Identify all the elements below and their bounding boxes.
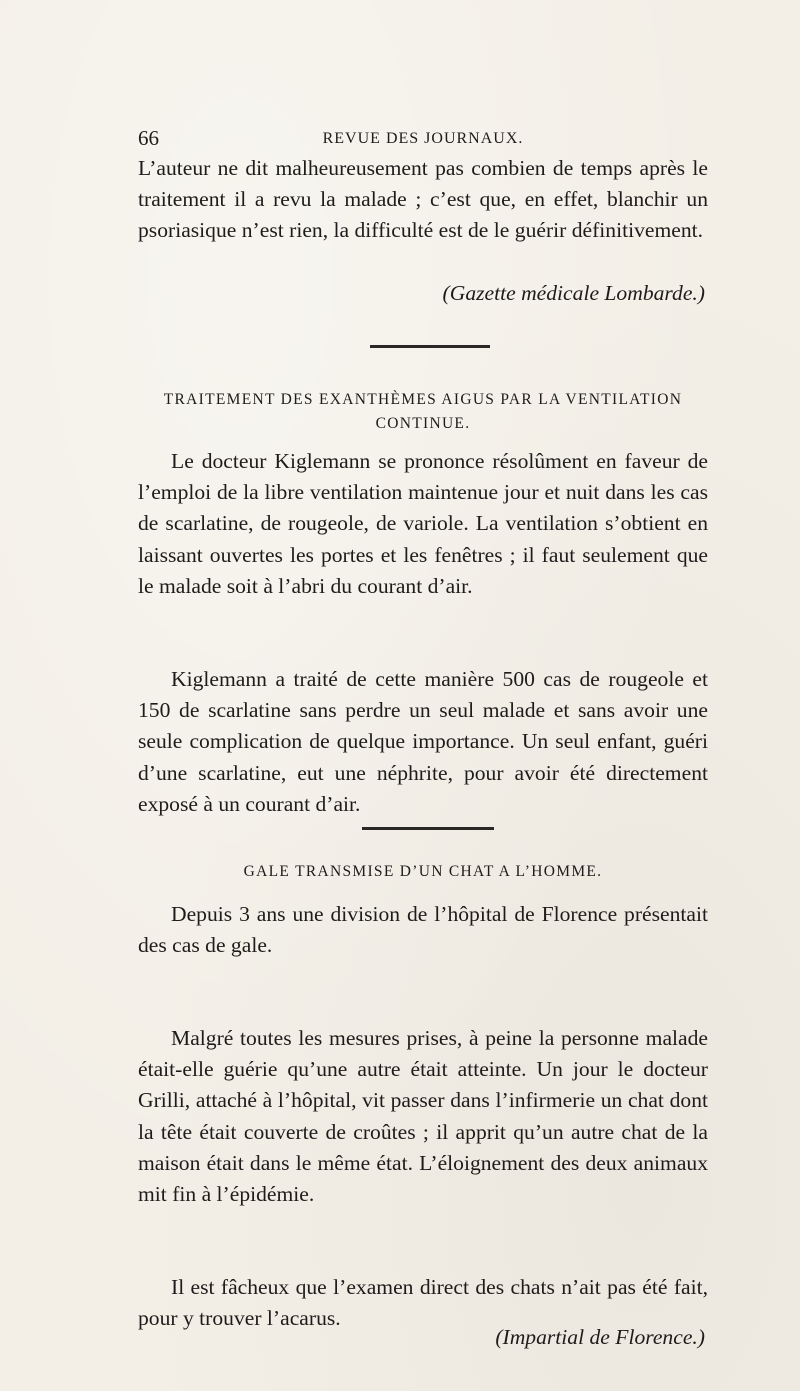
- article1-paragraph: L’auteur ne dit malheureusement pas combien de temps après le traitement il a revu la malade ; c’est que, en effet, blanchir un psoriasique n’est rien, la difficulté est de le guérir définitivement.: [138, 156, 708, 243]
- section-divider: [370, 345, 490, 348]
- article2-title-line2: CONTINUE.: [375, 415, 471, 432]
- article3-paragraph-1: Depuis 3 ans une division de l’hôpital de Florence présentait des cas de gale.: [138, 902, 708, 958]
- article2-paragraph-2: Kiglemann a traité de cette manière 500 cas de rougeole et 150 de scarlatine sans perdre un seul malade et sans avoir une seule complication de quelque importance. Un seul enfant, guéri d’une scarlatine, eut une néphrite, pour avoir été directement exposé à un courant d’air.: [138, 667, 708, 816]
- article2-title-line1: TRAITEMENT DES EXANTHÈMES AIGUS PAR LA VENTILATION: [163, 391, 683, 408]
- article2-paragraph-1: Le docteur Kiglemann se prononce résolûment en faveur de l’emploi de la libre ventilation maintenue jour et nuit dans les cas de scarlatine, de rougeole, de variole. La ventilation s’obtient en laissant ouvertes les portes et les fenêtres ; il faut seulement que le malade soit à l’abri du courant d’air.: [138, 449, 708, 598]
- page-number: 66: [138, 126, 159, 150]
- section-divider: [362, 827, 494, 830]
- article3-title: GALE TRANSMISE D’UN CHAT A L’HOMME.: [243, 863, 603, 880]
- running-title: REVUE DES JOURNAUX.: [322, 130, 524, 147]
- article3-paragraph-2: Malgré toutes les mesures prises, à peine la personne malade était-elle guérie qu’une autre était atteinte. Un jour le docteur Grilli, attaché à l’hôpital, vit passer dans l’infirmerie un chat dont la tête était couverte de croûtes ; il apprit qu’un autre chat de la maison était dans le même état. L’éloignement des deux animaux mit fin à l’épidémie.: [138, 1026, 708, 1207]
- article2-title: [138, 388, 708, 436]
- article1-source: (Gazette médicale Lombarde.): [442, 281, 705, 305]
- article3-paragraph-3: Il est fâcheux que l’examen direct des chats n’ait pas été fait, pour y trouver l’acarus.: [138, 1275, 708, 1331]
- article3-source: (Impartial de Florence.): [495, 1325, 705, 1349]
